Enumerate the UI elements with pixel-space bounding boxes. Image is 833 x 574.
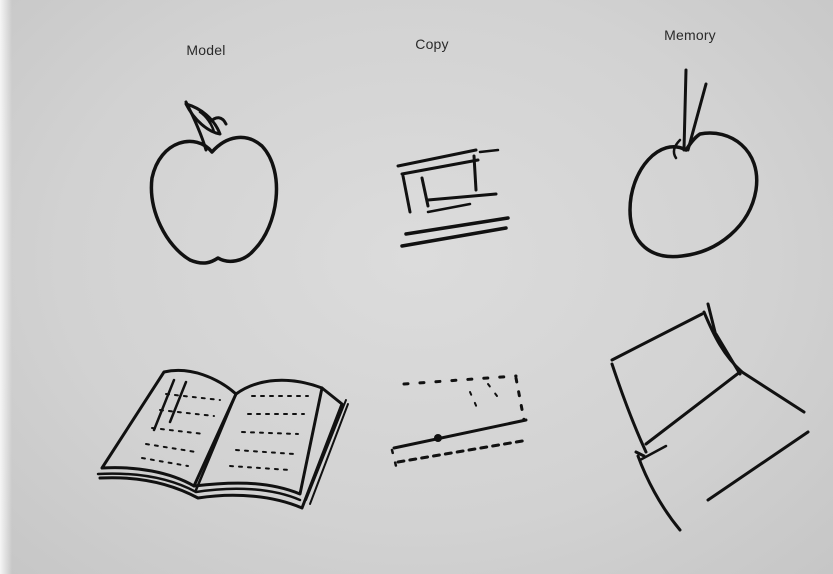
copy-apple-icon — [398, 150, 508, 246]
column-label-model: Model — [186, 42, 226, 58]
model-apple-icon — [151, 102, 276, 263]
copy-book-icon — [392, 376, 528, 466]
memory-apple-icon — [630, 70, 757, 257]
column-label-memory: Memory — [664, 27, 716, 43]
memory-book-icon — [612, 304, 808, 530]
model-book-icon — [98, 370, 348, 508]
column-label-copy: Copy — [415, 36, 449, 52]
